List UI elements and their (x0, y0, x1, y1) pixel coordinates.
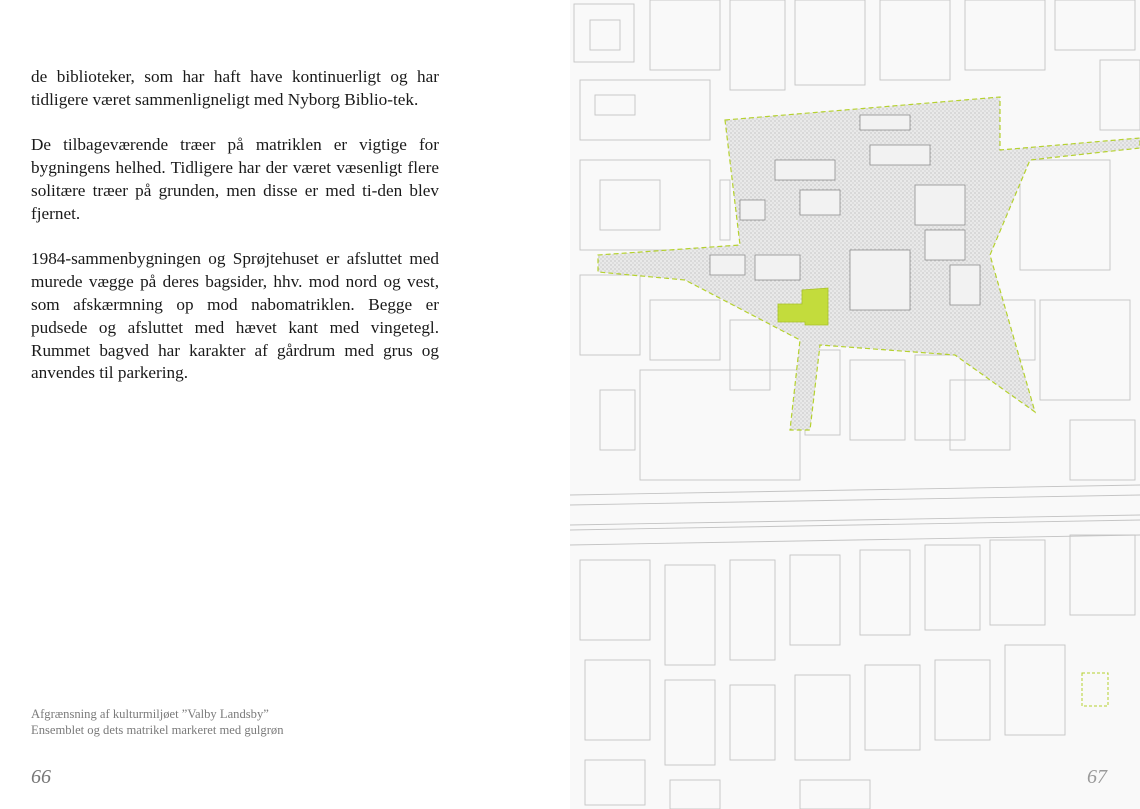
paragraph-2: De tilbageværende træer på matriklen er vigtige for bygningens helhed. Tidligere har der været væsenligt flere solitære træer på grunden, men disse er med ti-den blev fjernet. (31, 135, 439, 223)
paragraph-1: de biblioteker, som har haft have kontinuerligt og har tidligere været sammenligneligt med Nyborg Biblio-tek. (31, 67, 439, 109)
paragraph-3: 1984-sammenbygningen og Sprøjtehuset er afsluttet med murede vægge på deres bagsider, hhv. mod nord og vest, som afskærmning op mod nabomatriklen. Begge er pudsede og afsluttet med hævet kant med vingetegl. Rummet bagved har karakter af gårdrum med grus og anvendes til parkering. (31, 249, 439, 383)
page-number-left: 66 (31, 766, 51, 788)
site-map (570, 0, 1140, 809)
map-caption (31, 706, 451, 738)
caption-line-2: Ensemblet og dets matrikel markeret med gulgrøn (31, 723, 284, 737)
page-number-right: 67 (1087, 766, 1107, 788)
dashed-marker (1082, 673, 1108, 706)
caption-line-1: Afgrænsning af kulturmiljøet ”Valby Landsby” (31, 707, 269, 721)
body-text (31, 66, 439, 408)
right-page (570, 0, 1140, 809)
